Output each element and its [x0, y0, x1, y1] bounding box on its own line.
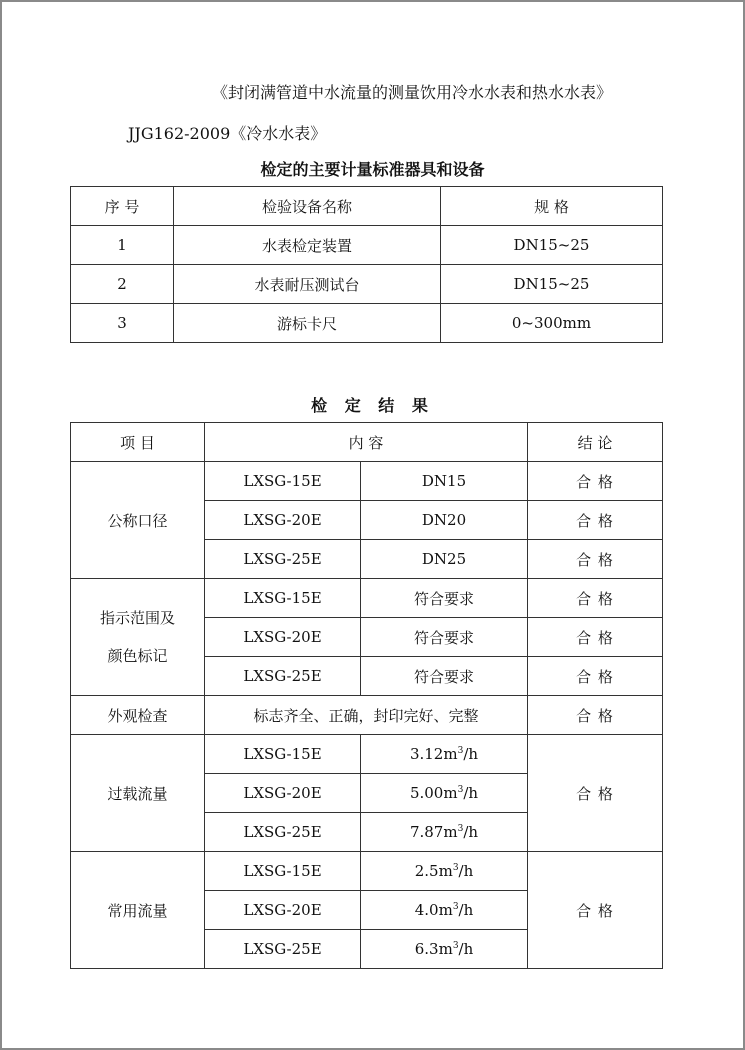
item-label-part: 颜色标记: [107, 647, 168, 665]
equipment-spec: DN15~25: [441, 265, 663, 304]
equipment-table: [70, 186, 663, 343]
model-cell: LXSG-15E: [205, 852, 361, 891]
header-content: 内 容: [205, 423, 528, 462]
table-header-row: [71, 187, 663, 226]
appearance-content: 标志齐全、正确，封印完好、完整: [205, 696, 528, 735]
equipment-name: 水表检定装置: [174, 226, 441, 265]
header-cell: 规 格: [441, 187, 663, 226]
flow-value-cell: $6.3m^3/h$: [361, 930, 528, 969]
model-cell: LXSG-15E: [205, 579, 361, 618]
flow-value-cell: $7.87m^3/h$: [361, 813, 528, 852]
model-cell: LXSG-20E: [205, 891, 361, 930]
model-cell: LXSG-15E: [205, 462, 361, 501]
row-number: 2: [71, 265, 174, 304]
row-number: 3: [71, 304, 174, 343]
table-row: [71, 696, 663, 735]
conclusion-cell: 合 格: [528, 462, 663, 501]
item-overload-flow: 过载流量: [71, 735, 205, 852]
value-cell: DN25: [361, 540, 528, 579]
equipment-spec: DN15~25: [441, 226, 663, 265]
item-common-flow: 常用流量: [71, 852, 205, 969]
item-appearance-check: 外观检查: [71, 696, 205, 735]
standard-code-line: JJG162-2009《冷水水表》: [128, 124, 327, 143]
model-cell: LXSG-25E: [205, 930, 361, 969]
flow-value-cell: $3.12m^3/h$: [361, 735, 528, 774]
equipment-spec: 0~300mm: [441, 304, 663, 343]
conclusion-cell: 合 格: [528, 501, 663, 540]
model-cell: LXSG-20E: [205, 774, 361, 813]
standard-title-line: 《封闭满管道中水流量的测量饮用冷水水表和热水水表》: [212, 83, 613, 102]
conclusion-cell: 合 格: [528, 618, 663, 657]
conclusion-cell: 合 格: [528, 579, 663, 618]
model-cell: LXSG-20E: [205, 618, 361, 657]
item-indication-range: [71, 579, 205, 696]
conclusion-cell: 合 格: [528, 852, 663, 969]
flow-value-cell: $2.5m^3/h$: [361, 852, 528, 891]
model-cell: LXSG-20E: [205, 501, 361, 540]
model-cell: LXSG-25E: [205, 813, 361, 852]
model-cell: LXSG-25E: [205, 540, 361, 579]
table-header-row: [71, 423, 663, 462]
conclusion-cell: 合 格: [528, 657, 663, 696]
equipment-table-title: 检定的主要计量标准器具和设备: [260, 160, 485, 179]
value-cell: DN20: [361, 501, 528, 540]
header-item: 项 目: [71, 423, 205, 462]
table-row: [71, 852, 663, 891]
equipment-name: 游标卡尺: [174, 304, 441, 343]
flow-value-cell: $5.00m^3/h$: [361, 774, 528, 813]
value-cell: 符合要求: [361, 657, 528, 696]
conclusion-cell: 合 格: [528, 696, 663, 735]
table-row: [71, 462, 663, 501]
flow-value-cell: $4.0m^3/h$: [361, 891, 528, 930]
equipment-name: 水表耐压测试台: [174, 265, 441, 304]
table-row: [71, 265, 663, 304]
header-conclusion: 结 论: [528, 423, 663, 462]
results-table-title: 检 定 结 果: [311, 396, 434, 415]
row-number: 1: [71, 226, 174, 265]
conclusion-cell: 合 格: [528, 540, 663, 579]
model-cell: LXSG-25E: [205, 657, 361, 696]
header-cell: 检验设备名称: [174, 187, 441, 226]
conclusion-cell: 合 格: [528, 735, 663, 852]
table-row: [71, 304, 663, 343]
table-row: [71, 735, 663, 774]
table-row: [71, 226, 663, 265]
results-table: [70, 422, 663, 969]
value-cell: 符合要求: [361, 579, 528, 618]
item-label-part: 指示范围及: [99, 609, 175, 627]
value-cell: DN15: [361, 462, 528, 501]
header-cell: 序 号: [71, 187, 174, 226]
table-row: [71, 579, 663, 618]
model-cell: LXSG-15E: [205, 735, 361, 774]
value-cell: 符合要求: [361, 618, 528, 657]
item-nominal-diameter: 公称口径: [71, 462, 205, 579]
